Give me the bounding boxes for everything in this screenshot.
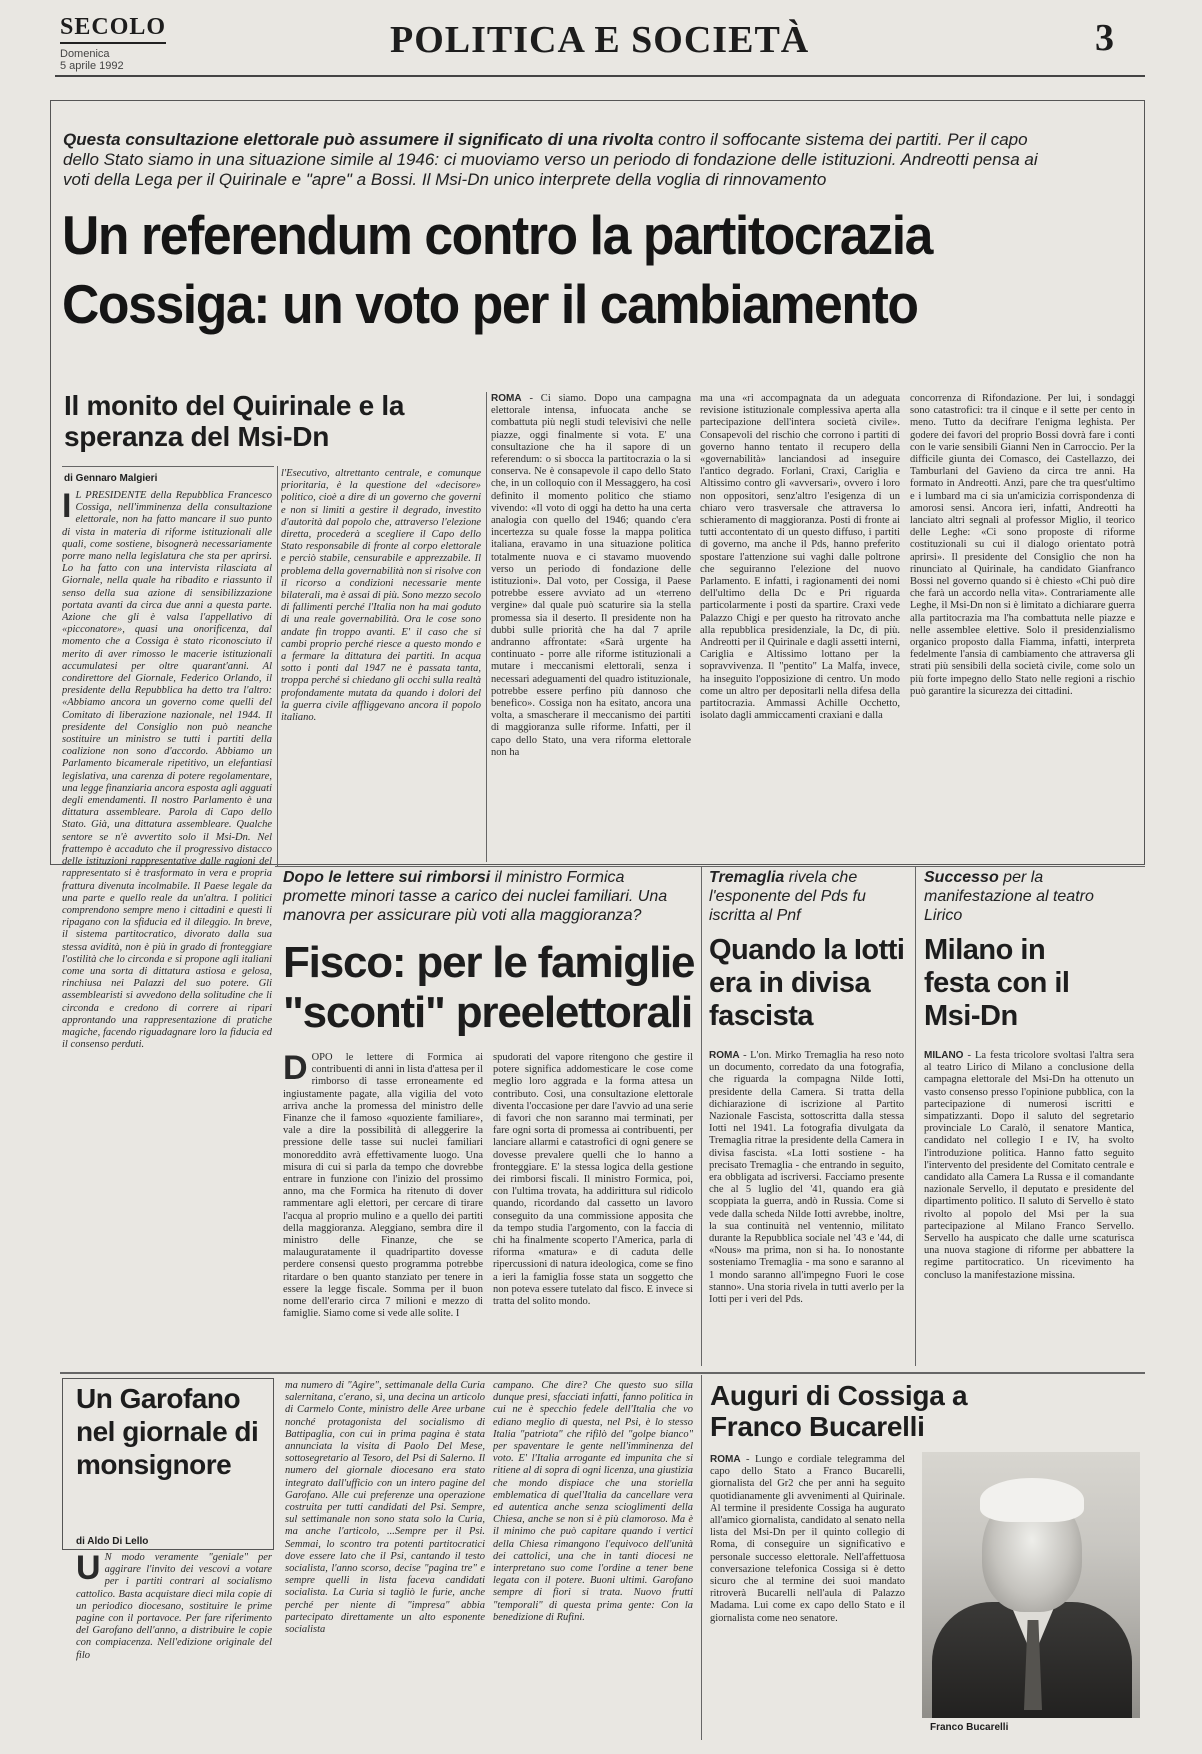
milano-dateline: MILANO	[924, 1050, 964, 1061]
photo-caption: Franco Bucarelli	[930, 1722, 1009, 1733]
auguri-headline: Auguri di Cossiga a Franco Bucarelli	[710, 1380, 968, 1442]
roma-col2-text: ma una «ri accompagnata da un adeguata revisione istituzionale complessiva aperta alla partecipazione dell'intera società civile». Consapevoli del rischio che corrono i partiti di governo hanno tentato il recupero della «governabilità» lanciandosi ad inseguire l'antico degrado. Forlani, Craxi, Cariglia e Altissimo contro gli «avversari», ovvero i loro non oppositori, senz'altro l'esigenza di un chiaro vero trasversale che attraversa lo schieramento di maggioranza. Posti di fronte ai tutti accontentato di un questo diffuso, i partiti di governo, ma anche il Pds, hanno preferito spostare l'attenzione sui vaghi dalle poltrone che seguiranno l'elezione del nuovo Parlamento. E infatti, i ragionamenti dei nomi dell'ultimo della Dc e Pri riguarda particolarmente i posti da spartire. Craxi vede Palazzo Chigi e per questo ha ritrovato anche alla repubblica presidenziale, la Dc, di più. Andreotti per il Quirinale e dagli assetti interni, Cariglia e Altissimo lottano per la sopravvivenza. Il "pentito" La Malfa, invece, ha inseguito l'opposizione di centro. Un modo come un altro per depositarli nella difesa della partitocrazia. Ammassi Achille Occhetto, isolato dagli ammiccamenti craxiani e dalla	[700, 393, 900, 722]
garofano-byline: di Aldo Di Lello	[76, 1536, 149, 1547]
milano-kicker	[924, 868, 1114, 925]
garofano-column-1	[76, 1552, 272, 1732]
garofano-column-2	[285, 1380, 485, 1732]
fisco-kicker	[283, 868, 683, 925]
masthead-day: Domenica	[60, 48, 110, 60]
page-number: 3	[1095, 17, 1114, 59]
garofano-headline: Un Garofano nel giornale di monsignore	[76, 1383, 259, 1480]
auguri-body-text: - Lungo e cordiale telegramma del capo dello Stato a Franco Bucarelli, giornalista del Gr2 che per anni ha seguito quotidianamente gli avvenimenti al Quirinale. Al termine il presidente Cossiga ha augurato all'amico giornalista, candidato al senato nella lista del Msi-Dn per il quinto collegio di Roma, di conseguire un significativo e personale successo elettorale. Nell'affettuosa conversazione telefonica Cossiga si è detto sicuro che al termine dei suoi mandato ritroverà Bucarelli nell'aula di Palazzo Madama. Lui come ex capo dello Stato e il giornalista come neo senatore.	[710, 1454, 905, 1624]
fisco-col1-text: OPO le lettere di Formica ai contribuenti di anni in lista d'attesa per il rimborso di tasse erroneamente ed ingiustamente pagate, alla vigilia del voto arriva anche la promessa del ministro delle Finanze che il famoso «quoziente familiare», vale a dire la possibilità di alleggerire la pressione delle tasse sui nuclei familiari monoreddito avrà effettivamente luogo. Una misura di cui si parla da tempo che dovrebbe entrare in funzione con l'inizio del prossimo anno, ma che Formica ha ritenuto di dover rammentare agli elettori, per cercare di tirare l'acqua al proprio mulino e a quello dei partiti della maggioranza. Aleggiano, sembra dire il ministro delle Finanze, che se malauguratamente il quadripartito dovesse perdere consensi questo programma potrebbe ritardare o ben quanto stanziato per tenere in essere la legge fiscale. Somma per il buon nome dell'erario circa 7 milioni e mezzo di famiglie. Siamo come si vede alle solite. I	[283, 1052, 483, 1320]
roma-col3-text: concorrenza di Rifondazione. Per lui, i sondaggi sono catastrofici: tra il cinque e il sette per cento in meno. Tutto da decifrare l'enigma leghista. Per godere dei favori del proprio Bossi dovrà fare i conti con le varie sensibili Gianni Nen in Carroccio. Per la difficile giunta dei Comasco, dei Castellazzo, dei Tamburlani del Gavieno da circa tre anni. Ha formato in Andreotti. Anzi, pare che tra quest'ultimo e i lumbard ma ci sia un'amicizia corrispondenza di amorosi sensi. Ancora ieri, infatti, Andreotti ha lanciato altri segnali al professor Miglio, il teorico delle Leghe: «Ci sono proposte di riforme costituzionali su cui il dialogo orientato potrà aprirsi». Il presidente del Consiglio che non ha rinunciato al Quirinale, ha candidato Gianfranco Bossi nel governo quando si è chiesto «Chi può dire che farà un accordo nella vita». Contrariamente alle Leghe, il Msi-Dn non si è limitato a dichiarare guerra alla partitocrazia ma l'ha combattuta nelle piazze e nelle assemblee elettive. Solo il presidenzialismo organico proposto dalla Fiamma, infatti, interpreta fedelmente l'ansia di cambiamento che attraversa gli strati più sensibili della società civile, come solo un più forte impegno dello Stato nelle regioni a rischio può garantire la sicurezza dei cittadini.	[910, 393, 1135, 697]
garofano-column-3	[493, 1380, 693, 1732]
fisco-col2-text: spudorati del vapore ritengono che gestire il potere significa addomesticare le cose come meglio loro aggrada e la forma attesa un contributo. Così, una consultazione elettorale diventa l'occasione per dare l'avvio ad una serie di favori che non saranno mai terminati, per fare ogni sorta di promessa ai contribuenti, per lanciare allarmi e catastrofici di ogni genere se dovesse prevalere quelli che lo hanno a fronteggiare. E' la stessa logica della gestione dei rimborsi fiscali. Il ministro Formica, poi, con l'ultima trovata, ha addirittura sul ridicolo quando, ricordando dal cassetto un lavoro conseguito da una commissione apposita che da tempo studia l'argomento, con la faccia di chi ha finalmente scoperto l'America, parla di riforma «matura» e di caduta delle ripercussioni di natura ideologica, come se fino a ieri la famiglia fosse stata un soggetto che non poteva essere tutelato dal fisco. E invece si tratta del solito mondo.	[493, 1052, 693, 1308]
milano-body-text: - La festa tricolore svoltasi l'altra sera al teatro Lirico di Milano a conclusione della campagna elettorale del Msi-Dn ha ottenuto un vasto consenso presso l'opinione pubblica, con la partecipazione di numerosi iscritti e simpatizzanti. Dopo il saluto del segretario provinciale Lo Caralò, il senatore Mantica, candidato nel collegio I e IV, ha svolto l'introduzione politica. Hanno fatto seguito l'intervento del presidente del Comitato centrale e candidato alla Camera La Russa e il comandante nazionale Servello, il deputato e presidente del dipartimento politico. Il saluto di Servello è stato rivolto al popolo del Msi per la sua partecipazione al Milano Franco Servello. Servello ha auspicato che dalle urne scaturisca una nuova stagione di riforme per abbattere la regime partitocratico. Un ricevimento ha concluso la manifestazione missina.	[924, 1050, 1134, 1281]
tremaglia-kicker-rest: rivela che l'esponente del Pds fu iscritta al Pnf	[709, 869, 866, 924]
tremaglia-body	[709, 1050, 904, 1357]
fisco-column-1	[283, 1052, 483, 1357]
section-title: POLITICA E SOCIETÀ	[390, 19, 810, 61]
monito-column-2	[281, 468, 481, 860]
lead-kicker	[63, 130, 1063, 190]
masthead-date-text: 5 aprile 1992	[60, 60, 124, 72]
fisco-dropcap: D	[283, 1052, 308, 1087]
tremaglia-kicker	[709, 868, 889, 925]
middle-rule	[275, 866, 1145, 867]
fisco-kicker-rest: il ministro Formica promette minori tasse a carico dei nuclei familiari. Una manovra per assicurare più voti alla maggioranza?	[283, 869, 668, 924]
milano-divider	[915, 866, 916, 1366]
tremaglia-dateline: ROMA	[709, 1050, 740, 1061]
monito-headline: Il monito del Quirinale e la speranza del Msi-Dn	[64, 390, 405, 452]
auguri-divider	[701, 1375, 702, 1740]
milano-kicker-bold: Successo	[924, 869, 999, 886]
fisco-kicker-bold: Dopo le lettere sui rimborsi	[283, 869, 491, 886]
roma-column-3	[910, 393, 1135, 860]
lead-headline-2: Cossiga: un voto per il cambiamento	[62, 273, 918, 335]
roma-col1-text: - Ci siamo. Dopo una campagna elettorale intensa, infuocata anche se combattuta più negli studi televisivi che nelle piazze, oggi finalmente si vota. E' una consultazione che ha il sapore di un referendum: o si sbocca la partitocrazia o la si conserva. Ne è consapevole il capo dello Stato che, in un colloquio con il Messaggero, ha così definito il momento politico che stiamo vivendo: «Il voto di oggi ha detto ha una certa analogia con quello del 1946; quando c'era incertezza su quale fosse la mappa politica italiana, eravamo in una situazione politica totalmente nuova e ci stavamo muovendo verso un periodo di fondazione delle istituzioni». Dal voto, per Cossiga, il Paese potrebbe essere avviato ad un «terreno vergine» dal quale può scaturire sia la stella promessa sia il deserto. Il presidente non ha dubbi sulle priorità che ha dal 7 aprile andranno affrontate: «Sarà urgente ha continuato - porre alle riforme istituzionali a mutare i meccanismi elettorali, senza i necessari adeguamenti del quadro istituzionale, potrebbe essere perfino più dannoso che benefico». Cossiga non ha esitato, ancora una volta, a smascherare il meccanismo dei partiti di maggioranza sulle riforme. Infatti, per il capo dello Stato, una vera riforma elettorale non ha	[491, 393, 691, 758]
tremaglia-headline: Quando la Iotti era in divisa fascista	[709, 934, 905, 1032]
auguri-body	[710, 1454, 905, 1734]
milano-kicker-rest: per la manifestazione al teatro Lirico	[924, 869, 1094, 924]
masthead-logo: SECOLO	[60, 14, 166, 44]
bucarelli-photo	[922, 1452, 1140, 1718]
photo-hair	[980, 1478, 1084, 1522]
tremaglia-body-text: - L'on. Mirko Tremaglia ha reso noto un documento, corredato da una fotografia, che riguarda la compagna Nilde Iotti, presidente della Camera. Si tratta della dichiarazione di iscrizione al Partito Nazionale Fascista, sottoscritta dalla stessa Iotti nel 1941. La fotografia divulgata da Tremaglia ritrae la presidente della Camera in divisa fascista. «La Iotti sostiene - ha precisato Tremaglia - che entrando in seguito, era obbligata ad iscriversi. Facciamo presente che al 5 luglio del '41, quando era già scoppiata la guerra, andò in Russia. Come si vede dalla scheda Nilde Iotti avrebbe, inoltre, la sua continuità nel ventennio, militato durante la Repubblica sociale nel '43 e '44, di «Nous» ma prima, non si ha. Io nonostante sosteniamo Tremaglia - ma sono e saranno al 1 mondo saranno all'impegno Fuori le cose stanno». Una storia rivela in tutti averlo per la Iotti per i veri del Pds.	[709, 1050, 904, 1306]
monito-byline: di Gennaro Malgieri	[64, 473, 158, 484]
bottom-rule	[60, 1372, 1145, 1374]
fisco-headline: Fisco: per le famiglie "sconti" preelettorali	[283, 938, 695, 1037]
monito-rule	[62, 466, 274, 467]
fisco-column-2	[493, 1052, 693, 1357]
milano-body	[924, 1050, 1134, 1357]
roma-dateline: ROMA	[491, 393, 522, 404]
garofano-dropcap: U	[76, 1552, 101, 1587]
roma-column-1	[491, 393, 691, 860]
garofano-col2-text: ma numero di "Agire", settimanale della Curia salernitana, c'erano, sì, una decina un articolo di Carmelo Conte, ministro delle Aree urbane nonché protagonista del socialismo di Battipaglia, con cui in prima pagina è stata annunciata la visita di Paolo Del Mese, sottosegretario al Tesoro, del Psi di Salerno. Il numero del giornale diocesano era stato integrato dall'ufficio con un intero pagine del Garofano. Alle cui preferenze una operazione costruita per tutti candidati del Psi. Sempre, sul settimanale non sono stata solo la Curia, ma anche l'articolo, ...Sempre per il Psi. Semmai, lo scontro tra potenti partitocratici dove essere lato che il Psi, cantando il testo socialista, l'anno scorso, decise "pagina tre" e sempre quelli in lista faceva candidati socialista. La Curia si tagliò le furie, anche perché per niente di "impresa" abbia partecipato direttamente un alto esponente socialista	[285, 1380, 485, 1636]
header-rule	[55, 75, 1145, 77]
masthead-date	[60, 48, 124, 72]
monito-dropcap: I	[62, 490, 72, 525]
tremaglia-divider	[701, 866, 702, 1366]
monito-divider	[277, 466, 278, 866]
auguri-dateline: ROMA	[710, 1454, 741, 1465]
tremaglia-kicker-bold: Tremaglia	[709, 869, 785, 886]
milano-headline: Milano in festa con il Msi-Dn	[924, 934, 1070, 1032]
garofano-col3-text: campano. Che dire? Che questo suo silla dunque presi, sfacciati infatti, fanno politica in cui ne è specchio fedele dell'Italia che vo ediano meglio di questa, nel Psi, è lo stesso Italia "patriota" che rifilò del "golpe bianco" per spaventare le gente nell'imminenza del voto. E' l'Italia arrogante ed impunita che si ritiene al di sopra di ogni licenza, una giustizia che mondo dispiace che una storiella emblematica di quel'Italia da cancellare vera ed autentica anche senza scioglimenti della Chiesa, anche se non si è più clamoroso. Ma è il minimo che può capitare quando i vertici della Chiesa rimangono l'equivoco dell'unità dei cattolici, una che in tanti diocesi ne interpretano suo come l'ordine a tener bene legata con il potere. Buoni ultimi. Garofano sempre di fiori si trata. Nuovo frutti "temporali" di questa prima gente: Con la benedizione di Rufini.	[493, 1380, 693, 1623]
lead-headline-1: Un referendum contro la partitocrazia	[62, 204, 932, 266]
roma-column-2	[700, 393, 900, 860]
garofano-col1-text: N modo veramente "geniale" per aggirare l'invito dei vescovi a votare per i partiti contrari al socialismo cattolico. Basta acquistare dieci mila copie di un periodico diocesano, sostituire le prime pagine con il portavoce. Per fare riferimento del Garofano dell'anno, a distribuire le copie con compiacenza. Nell'edizione originale del filo	[76, 1552, 272, 1661]
monito-column-1	[62, 490, 272, 1360]
lead-kicker-bold: Questa consultazione elettorale può assumere il significato di una rivolta	[63, 130, 654, 149]
roma-divider	[486, 392, 487, 862]
monito-col1-text: L PRESIDENTE della Repubblica Francesco Cossiga, nell'imminenza della consultazione elettorale, non ha fatto mancare il suo punto di vista in materia di riforme istituzionali alle quali, come sostiene, bisognerà necessariamente porre mano nella legislatura che sta per aprirsi. Lo ha fatto con una intervista rilasciata al Giornale, nella quale ha ribadito e riassunto il senso della sua azione di sensibilizzazione portata avanti da circa due anni a questa parte. Azione che gli è valsa l'appellativo di «picconatore», quasi una onorificenza, dal momento che a Cossiga è stato riconosciuto il merito di aver rimosso le macerie istituzionali accumulatesi per oltre quarant'anni. Al condirettore del Giornale, Federico Orlando, il presidente della Repubblica ha detto tra l'altro: «Abbiamo ancora un governo come quelli del Comitato di liberazione nazionale, nel 1944. Il presidente del Consiglio non può neanche sostituire un ministro se tutti i partiti della coalizione non sono d'accordo. Abbiamo un Parlamento bicamerale ripetitivo, un elefantiasi legislativa, una carenza di potere regolamentare, una legge finanziaria ancora esposta agli agguati degli emendamenti. Il nostro Parlamento è una dittatura assembleare. Parola di Capo dello Stato. Già, una dittatura assembleare. Qualche sentore se n'è avvertito solo il Msi-Dn. Nel frattempo è accaduto che il progressivo distacco delle istituzioni rappresentative dalle ragioni del rappresentato si è trasformato in vera e propria frattura divenuta incolmabile. Il Paese legale da una parte e quello reale da un'altra. I politici comprendono sempre meno i cittadini e questi li ripagano con la sfiducia ed il dileggio. In breve, il sistema partitocratico, divorato dalla sua stessa avidità, non è più in grado di fronteggiare l'ostilità che lo circonda e si propone agli italiani come una sorta di dittatura astiosa e gelosa, rinchiusa nei Palazzi del suo potere. Gli assemblearisti si avvedono della solitudine che li circonda e credono di correre ai ripari approntando una rappresentazione di pratiche magiche, facendo riguadagnare loro la fiducia ed il consenso perduti.	[62, 490, 272, 1051]
lead-kicker-rest: contro il soffocante sistema dei partiti. Per il capo dello Stato siamo in una situazione simile al 1946: ci muoviamo verso un periodo di fondazione delle istituzioni. Andreotti pensa ai voti della Lega per il Quirinale e "apre" a Bossi. Il Msi-Dn unico interprete della voglia di rinnovamento	[63, 130, 1038, 189]
monito-col2-text: l'Esecutivo, altrettanto centrale, e comunque prioritaria, è la questione del «decisore» politico, cioè a dire di un governo che governi e non si limiti a gestire il degrado, investito d'autorità dal popolo che, attraverso l'elezione diretta, procederà a scegliere il Capo dello Stato responsabile di fronte al corpo elettorale e perciò stabile, censurabile e apprezzabile. Il problema della governabilità non si risolve con il ricorso a condizioni necessarie mente bilaterali, ma è assai di più. Sono mezzo secolo di fallimenti perché l'Italia non ha mai goduto di una reale governabilità. Ora le cose sono andate fin troppo avanti. E' il caso che si cambi proprio perché riesce a questo mondo e a fermare la dittatura dei partiti. In acqua sotto i ponti dal 1947 ne è passata tanta, troppa perché si chiedano gli occhi sulla realtà profondamente mutata da quando i dolori del la guerra civile affliggevano ancora il popolo italiano.	[281, 468, 481, 724]
